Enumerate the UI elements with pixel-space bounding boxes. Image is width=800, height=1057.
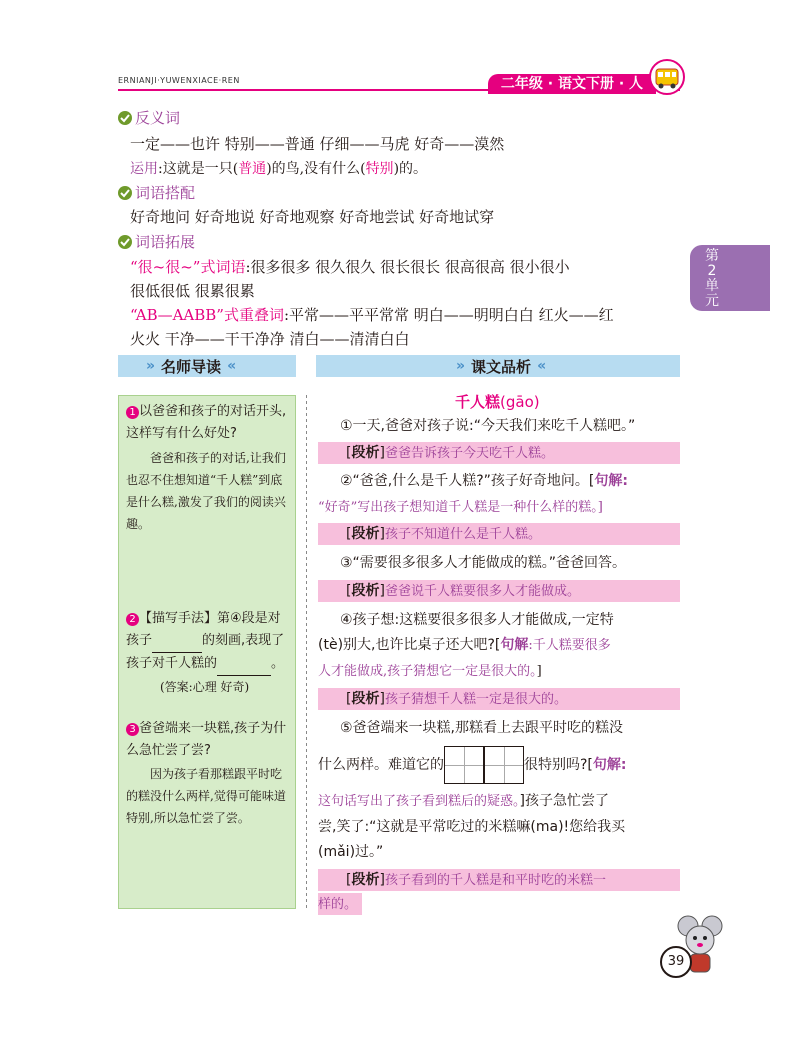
paragraph-2 [340, 469, 628, 493]
writing-grid-box[interactable] [484, 746, 524, 784]
section-title: 词语搭配 [135, 184, 196, 202]
paragraph-3: ③“需要很多很多人才能做成的糕。”爸爸回答。 [340, 555, 627, 571]
section-title: 反义词 [135, 109, 181, 127]
school-bus-icon [648, 58, 686, 96]
paragraph-5e: (mǎi)过。” [318, 844, 384, 860]
duan-text: 孩子不知道什么是千人糕。 [384, 527, 541, 542]
title-pinyin: (gāo) [500, 393, 540, 411]
jujie-label: 句解 [594, 473, 623, 489]
expansion-line-1 [130, 256, 570, 277]
guide-question-3 [126, 718, 288, 762]
para-text: ]孩子急忙尝了 [519, 793, 609, 809]
duan-text: 孩子猜想千人糕一定是很大的。 [384, 692, 567, 707]
duan-note-1: [段析]爸爸告诉孩子今天吃千人糕。 [318, 442, 680, 464]
usage-text: )的。 [393, 161, 428, 177]
pattern-label: “很~很~”式词语 [130, 258, 246, 276]
number-badge: 2 [126, 613, 139, 626]
question-text: 以爸爸和孩子的对话开头,这样写有什么好处? [126, 404, 287, 441]
note-text: :千人糕要很多 [528, 638, 611, 653]
section-title: 词语拓展 [135, 233, 196, 251]
paragraph-5b [318, 744, 627, 786]
duan-label: 段析 [351, 445, 380, 461]
question-text: 爸爸端来一块糕,孩子为什么急忙尝了尝? [126, 721, 287, 758]
usage-text: :这就是一只( [158, 161, 239, 177]
header-pinyin: ERNIANJI·YUWENXIACE·REN [118, 76, 240, 85]
chevron-left-icon: « [537, 358, 547, 374]
usage-answer: 普通 [238, 161, 267, 177]
duan-text: 爸爸说千人糕要很多人才能做成。 [384, 584, 580, 599]
antonyms-usage [130, 158, 427, 178]
usage-label: 运用 [130, 161, 158, 177]
para-text: : [622, 473, 629, 489]
usage-text: )的鸟,没有什么( [266, 161, 366, 177]
side-tab-char: 第 [705, 248, 719, 264]
duan-label: 段析 [351, 526, 380, 542]
pattern-words: :很多很多 很久很久 很长很长 很高很高 很小很小 [245, 258, 570, 276]
banner-title: 课文品析 [471, 357, 532, 376]
duan-note-2: [段析]孩子不知道什么是千人糕。 [318, 523, 680, 545]
analysis-banner [316, 355, 680, 377]
duan-text: 样的。 [318, 897, 358, 912]
expansion-line-2: 很低很低 很累很累 [130, 282, 255, 300]
paragraph-5d: 尝,笑了:“这就是平常吃过的米糕嘛(ma)!您给我买 [318, 819, 626, 835]
question-text: 【描写手法】第④段是对孩子 [126, 611, 281, 648]
duan-text: 爸爸告诉孩子今天吃千人糕。 [384, 446, 554, 461]
number-badge: 1 [126, 406, 139, 419]
paragraph-4b [318, 633, 611, 658]
check-icon [118, 235, 132, 249]
pattern-label: “AB—AABB”式重叠词 [130, 306, 284, 324]
note-text: 这句话写出了孩子看到糕后的疑惑。 [318, 794, 520, 809]
guide-question-2 [126, 608, 290, 676]
banner-title: 名师导读 [161, 357, 222, 376]
collocation-line: 好奇地问 好奇地说 好奇地观察 好奇地尝试 好奇地试穿 [130, 208, 495, 226]
paragraph-5c [318, 789, 609, 814]
title-text: 千人糕 [455, 393, 501, 411]
check-icon [118, 111, 132, 125]
side-tab-char: 元 [705, 293, 719, 309]
column-divider [306, 395, 307, 909]
side-tab-char: 单 [705, 278, 719, 294]
para-text: ②“爸爸,什么是千人糕?”孩子好奇地问。[ [340, 473, 595, 489]
page-number: 39 [660, 946, 692, 978]
lesson-title [455, 391, 540, 412]
jujie-label: 句解 [500, 637, 529, 653]
chevron-right-icon: » [456, 358, 466, 374]
unit-side-tab [690, 245, 770, 311]
expansion-line-4: 火火 干净——干干净净 清白——清清白白 [130, 330, 410, 348]
guide-question-1 [126, 401, 288, 445]
collocation-heading [118, 182, 195, 203]
expansion-heading [118, 231, 195, 252]
chevron-right-icon: » [146, 358, 156, 374]
para-text: 什么两样。难道它的 [318, 757, 444, 773]
antonyms-heading [118, 107, 180, 128]
question-text: 的刻画,表现了孩子对千人糕的 [126, 633, 285, 671]
answer-blank [152, 630, 202, 653]
writing-grid-box[interactable] [444, 746, 484, 784]
jujie-label: 句解 [592, 757, 621, 773]
book-title-badge: 二年级 · 语文下册 · 人 [488, 74, 656, 94]
para-text: 很特别吗?[ [524, 757, 593, 773]
duan-label: 段析 [351, 691, 380, 707]
number-badge: 3 [126, 723, 139, 736]
paragraph-1: ①一天,爸爸对孩子说:“今天我们来吃千人糕吧。” [340, 418, 636, 434]
para-text: (tè)别大,也许比桌子还大吧?[ [318, 637, 501, 653]
note-4 [318, 660, 542, 679]
guide-answer-1: 爸爸和孩子的对话,让我们也忍不住想知道“千人糕”到底是什么糕,激发了我们的阅读兴趣。 [126, 451, 286, 531]
expansion-line-3 [130, 304, 614, 325]
guide-answer-2: (答案:心理 好奇) [160, 680, 250, 694]
side-tab-char: 2 [707, 263, 717, 279]
paragraph-5a: ⑤爸爸端来一块糕,那糕看上去跟平时吃的糕没 [340, 720, 623, 736]
duan-label: 段析 [351, 583, 380, 599]
check-icon [118, 186, 132, 200]
duan-note-4: [段析]孩子猜想千人糕一定是很大的。 [318, 688, 680, 710]
duan-note-5-cont [318, 893, 362, 915]
guide-banner [118, 355, 296, 377]
guide-answer-3: 因为孩子看那糕跟平时吃的糕没什么两样,觉得可能味道特别,所以急忙尝了尝。 [126, 767, 286, 825]
usage-answer: 特别 [365, 161, 394, 177]
duan-note-5: [段析]孩子看到的千人糕是和平时吃的米糕一 [318, 869, 680, 891]
question-text: 。 [271, 656, 285, 671]
duan-label: 段析 [351, 872, 380, 888]
note-text: 人才能做成,孩子猜想它一定是很大的。 [318, 664, 537, 679]
bracket: ] [536, 664, 542, 679]
note-2: “好奇”写出孩子想知道千人糕是一种什么样的糕。] [318, 500, 603, 515]
duan-note-3: [段析]爸爸说千人糕要很多人才能做成。 [318, 580, 680, 602]
pattern-words: :平常——平平常常 明白——明明白白 红火——红 [283, 306, 614, 324]
para-text: : [620, 757, 627, 773]
answer-blank [217, 653, 271, 676]
paragraph-4a: ④孩子想:这糕要很多很多人才能做成,一定特 [340, 612, 614, 628]
duan-text: 孩子看到的千人糕是和平时吃的米糕一 [384, 873, 606, 888]
chevron-left-icon: « [227, 358, 237, 374]
antonyms-line: 一定——也许 特别——普通 仔细——马虎 好奇——漠然 [130, 135, 505, 153]
